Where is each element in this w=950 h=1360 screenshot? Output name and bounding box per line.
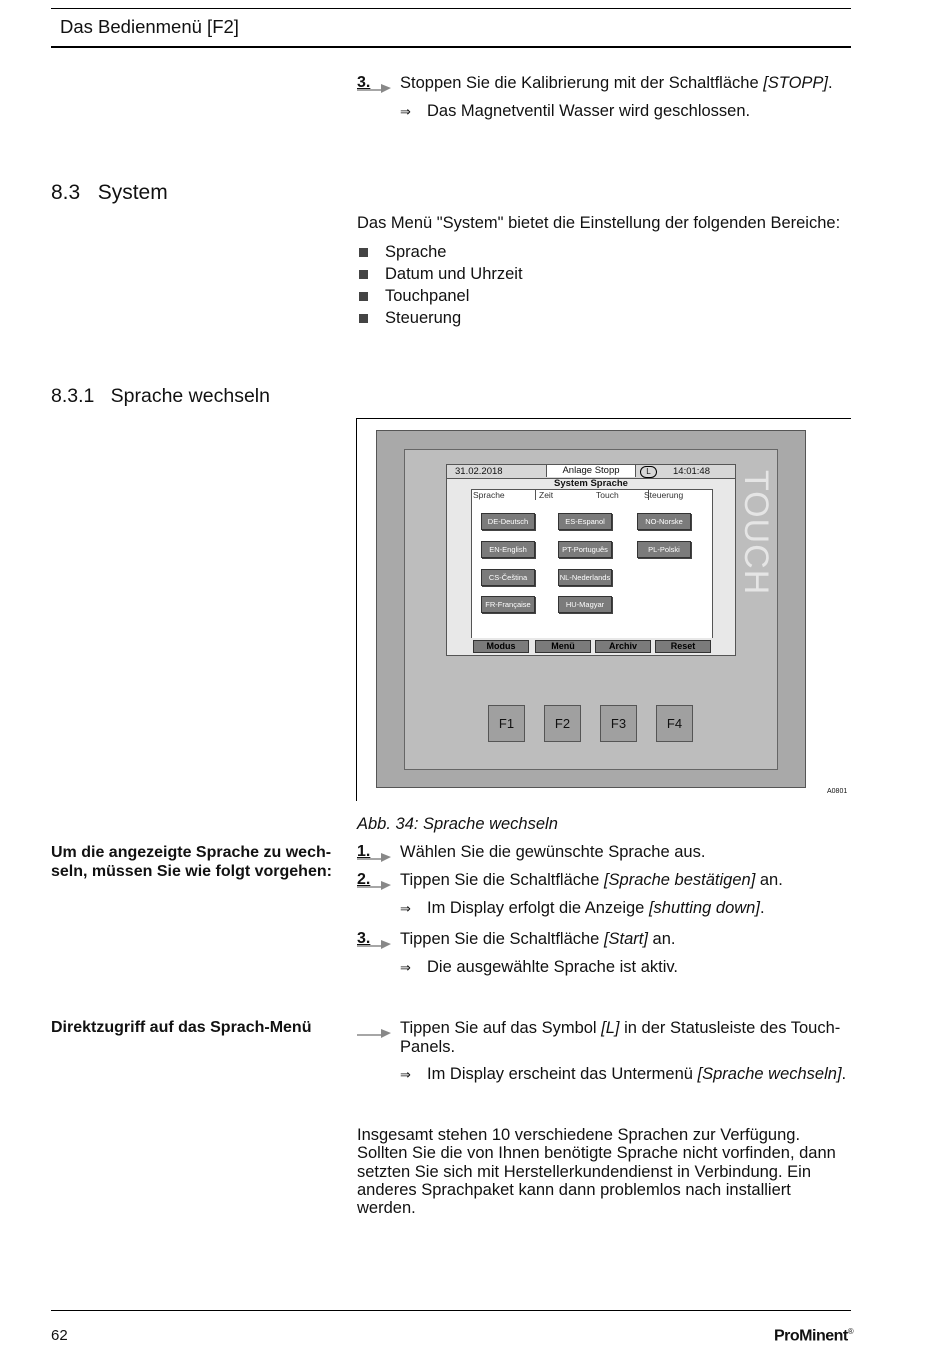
lang-button-cs[interactable]: CS-Čeština xyxy=(481,569,535,586)
nav-button-menu[interactable]: Menü xyxy=(535,640,591,653)
step-text: Stoppen Sie die Kalibrierung mit der Schaltfläche [STOPP]. xyxy=(400,74,833,92)
result-arrow-icon: ⇒ xyxy=(400,901,411,916)
lang-button-en[interactable]: EN-English xyxy=(481,541,535,558)
step-arrow-icon xyxy=(357,843,393,863)
bullet-square-icon xyxy=(359,314,368,323)
nav-button-reset[interactable]: Reset xyxy=(655,640,711,653)
step-arrow-icon xyxy=(357,930,393,950)
result-arrow-icon: ⇒ xyxy=(400,960,411,975)
lang-button-de[interactable]: DE-Deutsch xyxy=(481,513,535,530)
subsection-heading: 8.3.1 Sprache wechseln xyxy=(51,385,270,407)
tab-zeit[interactable]: Zeit xyxy=(539,490,554,500)
step-text: Wählen Sie die gewünschte Sprache aus. xyxy=(400,843,706,861)
step-arrow-icon xyxy=(357,871,393,891)
step-number: 3. xyxy=(357,74,371,91)
status-bar xyxy=(447,465,735,479)
page-header-title: Das Bedienmenü [F2] xyxy=(60,16,239,37)
nav-button-archiv[interactable]: Archiv xyxy=(595,640,651,653)
result-arrow-icon: ⇒ xyxy=(400,104,411,119)
tab-touch[interactable]: Touch xyxy=(590,490,649,500)
step-marker xyxy=(357,871,397,891)
direct-access-label: Direktzugriff auf das Sprach-Menü xyxy=(51,1019,312,1036)
procedure-label: Um die angezeigte Sprache zu wech- seln, müssen Sie wie folgt vorgehen: xyxy=(51,844,332,880)
status-state: Anlage Stopp xyxy=(546,465,636,477)
lang-button-pl[interactable]: PL-Polski xyxy=(637,541,691,558)
language-l-icon[interactable]: L xyxy=(640,466,657,478)
lang-button-nl[interactable]: NL-Nederlands xyxy=(558,569,612,586)
step-text: Tippen Sie die Schaltfläche [Sprache bestätigen] an. xyxy=(400,871,783,889)
lang-button-es[interactable]: ES-Espanol xyxy=(558,513,612,530)
bullet-square-icon xyxy=(359,292,368,301)
lang-button-no[interactable]: NO-Norske xyxy=(637,513,691,530)
tab-sprache[interactable]: Sprache xyxy=(472,490,536,500)
step-marker xyxy=(357,930,397,950)
step-number: 3. xyxy=(357,930,371,947)
step-text: Tippen Sie die Schaltfläche [Start] an. xyxy=(400,930,676,948)
figure-caption: Abb. 34: Sprache wechseln xyxy=(357,815,558,833)
step-marker xyxy=(357,843,397,863)
nav-button-modus[interactable]: Modus xyxy=(473,640,529,653)
section-intro: Das Menü "System" bietet die Einstellung der folgenden Bereiche: xyxy=(357,214,841,232)
lang-button-pt[interactable]: PT-Português xyxy=(558,541,612,558)
bullet-square-icon xyxy=(359,248,368,257)
closing-paragraph: Insgesamt stehen 10 verschiedene Sprachen zur Verfügung. Sollten Sie die von Ihnen benötigte Sprache nicht vorfinden, dann setzten Sie sich mit Herstellerkundendienst in Verbindung. Ein anderes Sprachpaket kann dann problemlos nach installiert werden. xyxy=(357,1126,836,1218)
section-heading: 8.3 System xyxy=(51,181,168,204)
function-key-f2[interactable]: F2 xyxy=(544,705,581,742)
status-time: 14:01:48 xyxy=(673,466,710,477)
header-bottom-rule xyxy=(51,46,851,48)
step-number: 1. xyxy=(357,843,371,860)
tab-steuerung[interactable]: Steuerung xyxy=(644,490,684,500)
function-key-f1[interactable]: F1 xyxy=(488,705,525,742)
result-arrow-icon: ⇒ xyxy=(400,1067,411,1082)
function-key-f4[interactable]: F4 xyxy=(656,705,693,742)
lang-button-hu[interactable]: HU-Magyar xyxy=(558,596,612,613)
bullet-square-icon xyxy=(359,270,368,279)
touch-screen xyxy=(446,464,736,656)
status-date: 31.02.2018 xyxy=(455,466,503,477)
action-text: Tippen Sie auf das Symbol [L] in der Statusleiste des Touch- Panels. xyxy=(400,1019,841,1056)
lang-button-fr[interactable]: FR-Française xyxy=(481,596,535,613)
header-top-rule xyxy=(51,8,851,9)
page-number: 62 xyxy=(51,1327,68,1344)
touch-brand-label: TOUCH xyxy=(737,470,775,596)
action-arrow-icon xyxy=(357,1019,393,1039)
figure-code: A0801 xyxy=(827,788,848,795)
step-number: 2. xyxy=(357,871,371,888)
step-marker xyxy=(357,74,397,94)
step-arrow-icon xyxy=(357,74,393,94)
function-key-f3[interactable]: F3 xyxy=(600,705,637,742)
action-marker xyxy=(357,1019,397,1039)
brand-logo: ProMinent® xyxy=(774,1327,854,1345)
language-panel xyxy=(471,500,713,638)
footer-rule xyxy=(51,1310,851,1311)
screen-title: System Sprache xyxy=(554,478,628,489)
